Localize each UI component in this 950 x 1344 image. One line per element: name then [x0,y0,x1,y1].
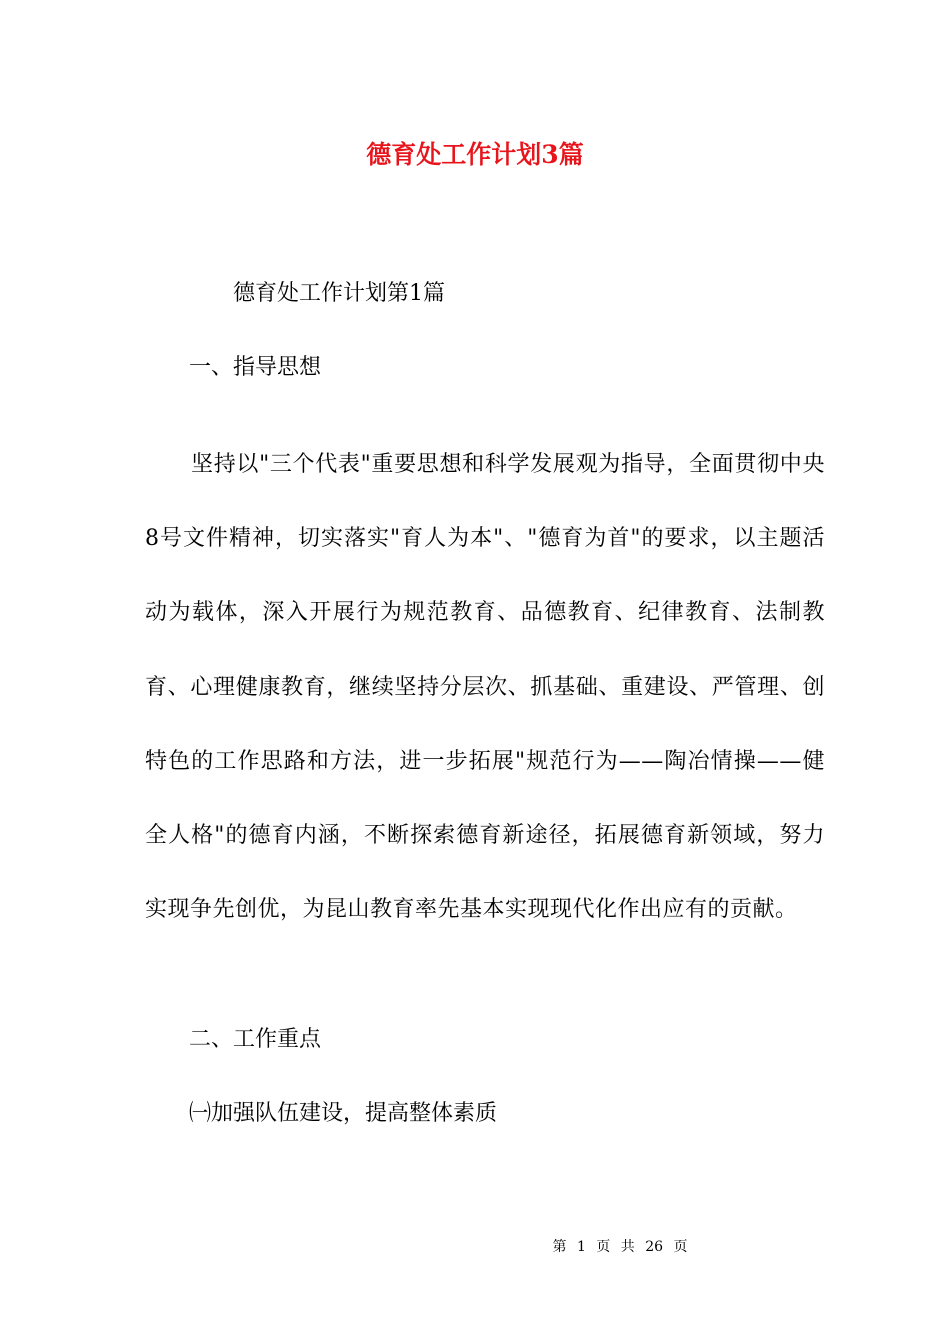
section-heading-work-focus: 二、工作重点 [189,1027,322,1052]
body-paragraph: 坚持以"三个代表"重要思想和科学发展观为指导，全面贯彻中央8号文件精神，切实落实"育人为本"、"德育为首"的要求，以主题活动为载体，深入开展行为规范教育、品德教育、纪律教育、法制教育、心理健康教育，继续坚持分层次、抓基础、重建设、严管理、创特色的工作思路和方法，进一步拓展"规范行为——陶冶情操——健全人格"的德育内涵，不断探索德育新途径，拓展德育新领域，努力实现争先创优，为昆山教育率先基本实现现代化作出应有的贡献。 [145,452,825,923]
document-title: 德育处工作计划3篇 [366,140,584,169]
section-heading-guiding-ideology: 一、指导思想 [189,355,322,380]
list-item-team-building: ㈠加强队伍建设，提高整体素质 [189,1101,498,1126]
page-number-footer: 第 1 页 共 26 页 [552,1239,688,1255]
section-subtitle: 德育处工作计划第1篇 [233,281,445,306]
